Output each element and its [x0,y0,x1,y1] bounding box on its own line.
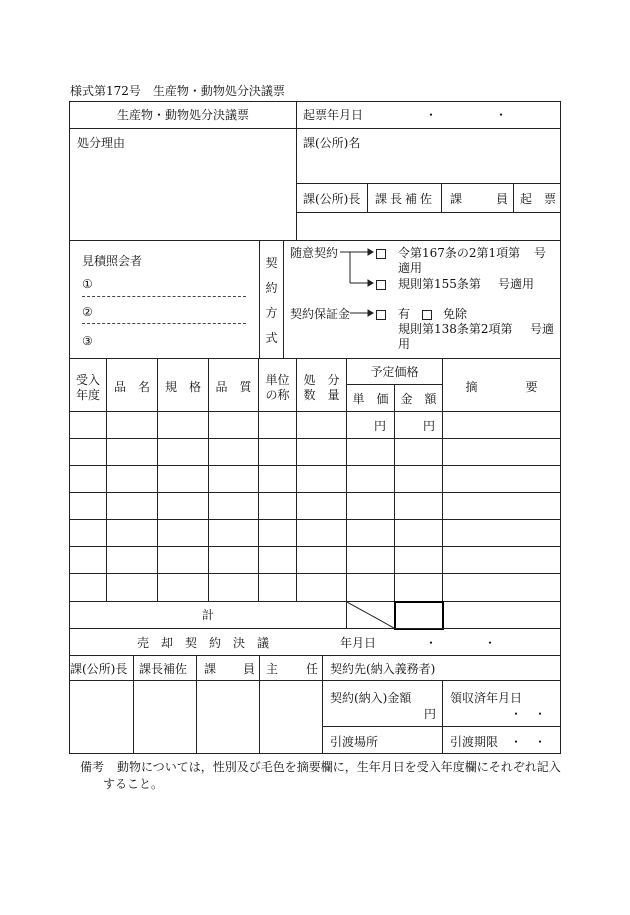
yen-amount: 円 [423,419,436,433]
h-amount: 金 額 [400,392,437,406]
bottom-nin: 任 [306,662,319,676]
h-price: 予定価格 [370,365,419,379]
bottom-ka: 課 [204,662,217,676]
h-name: 品 名 [113,380,150,394]
note-label: 備考 [80,760,105,774]
guarantee-rule-apply: 用 [398,337,411,351]
doc-name: 生産物・動物処分決議票 [116,108,249,122]
contract-amount-label: 契約(納入)金額 [330,691,412,705]
sale-label: 売 却 契 約 決 議 [137,636,270,650]
method-char: 式 [265,331,278,345]
received-date-dots: ・ ・ [510,707,547,721]
issue-date-dot: ・ [495,108,508,122]
h-spec: 規 格 [164,380,201,394]
delivery-place-label: 引渡場所 [330,735,379,749]
quote-item: ① [82,277,93,291]
issue-date-label: 起票年月日 [303,108,364,122]
approval-hyo: 票 [544,192,557,206]
total-label: 計 [201,608,214,622]
opt2-apply: 号適用 [498,277,535,291]
opt2-text: 規則第155条第 [398,277,481,291]
h-remarks: 摘 要 [465,380,538,394]
total-amount-box[interactable] [394,601,444,630]
approval-section-head: 課(公所)長 [303,192,361,206]
bottom-in: 員 [243,662,256,676]
method-char: 約 [265,281,278,295]
approval-ki: 起 [520,192,533,206]
delivery-deadline-dots: ・ ・ [510,735,547,749]
note-line-1: 動物については，性別及び毛色を摘要欄に，生年月日を受入年度欄にそれぞれ記入 [117,760,561,774]
h-qty-2: 数 量 [303,388,340,402]
h-year-2: 年度 [75,388,100,402]
quote-label: 見積照会者 [82,254,143,268]
opt1-go: 号 [534,246,547,260]
contract-partner-label: 契約先(納入義務者) [330,662,436,676]
contract-amount-yen: 円 [424,707,437,721]
sale-date-dot: ・ [484,636,497,650]
method-char: 契 [265,256,278,270]
guarantee-yes: 有 [398,307,411,321]
checkbox-icon[interactable] [376,280,386,290]
method-char: 方 [265,306,278,320]
note-line-2: すること。 [103,777,164,791]
guarantee-label: 契約保証金 [290,307,351,321]
approval-in: 員 [496,192,509,206]
h-qty-1: 処 分 [303,373,340,387]
section-name-label: 課(公所)名 [303,136,361,150]
sale-date-label: 年月日 [340,636,377,650]
h-unit-price: 単 価 [352,392,389,406]
h-unit-1: 単位 [265,373,290,387]
quote-item: ② [82,305,93,319]
h-quality: 品 質 [215,380,252,394]
yen-unit-price: 円 [374,419,387,433]
opt1-text: 令第167条の2第1項第 [398,246,521,260]
approval-ka: 課 [450,192,463,206]
h-unit-2: の称 [265,388,290,402]
h-year-1: 受入 [75,373,100,387]
delivery-deadline-label: 引渡期限 [450,735,499,749]
checkbox-icon[interactable] [376,310,386,320]
bottom-section-head: 課(公所)長 [70,662,128,676]
approval-deputy: 課長補佐 [375,192,436,206]
received-date-label: 領収済年月日 [450,691,523,705]
guarantee-rule-go: 号適 [530,322,555,336]
opt1-apply: 適用 [398,261,423,275]
sale-date-dot: ・ [425,636,438,650]
checkbox-icon[interactable] [376,249,386,259]
checkbox-icon[interactable] [422,310,432,320]
issue-date-dot: ・ [425,108,438,122]
guarantee-rule: 規則第138条第2項第 [398,322,513,336]
guarantee-exempt: 免除 [443,307,468,321]
form-title: 様式第172号 生産物・動物処分決議票 [70,84,285,98]
bottom-shu: 主 [266,662,279,676]
bottom-deputy: 課長補佐 [139,662,188,676]
reason-label: 処分理由 [77,136,126,150]
quote-item: ③ [82,334,93,348]
zuii-label: 随意契約 [290,246,339,260]
